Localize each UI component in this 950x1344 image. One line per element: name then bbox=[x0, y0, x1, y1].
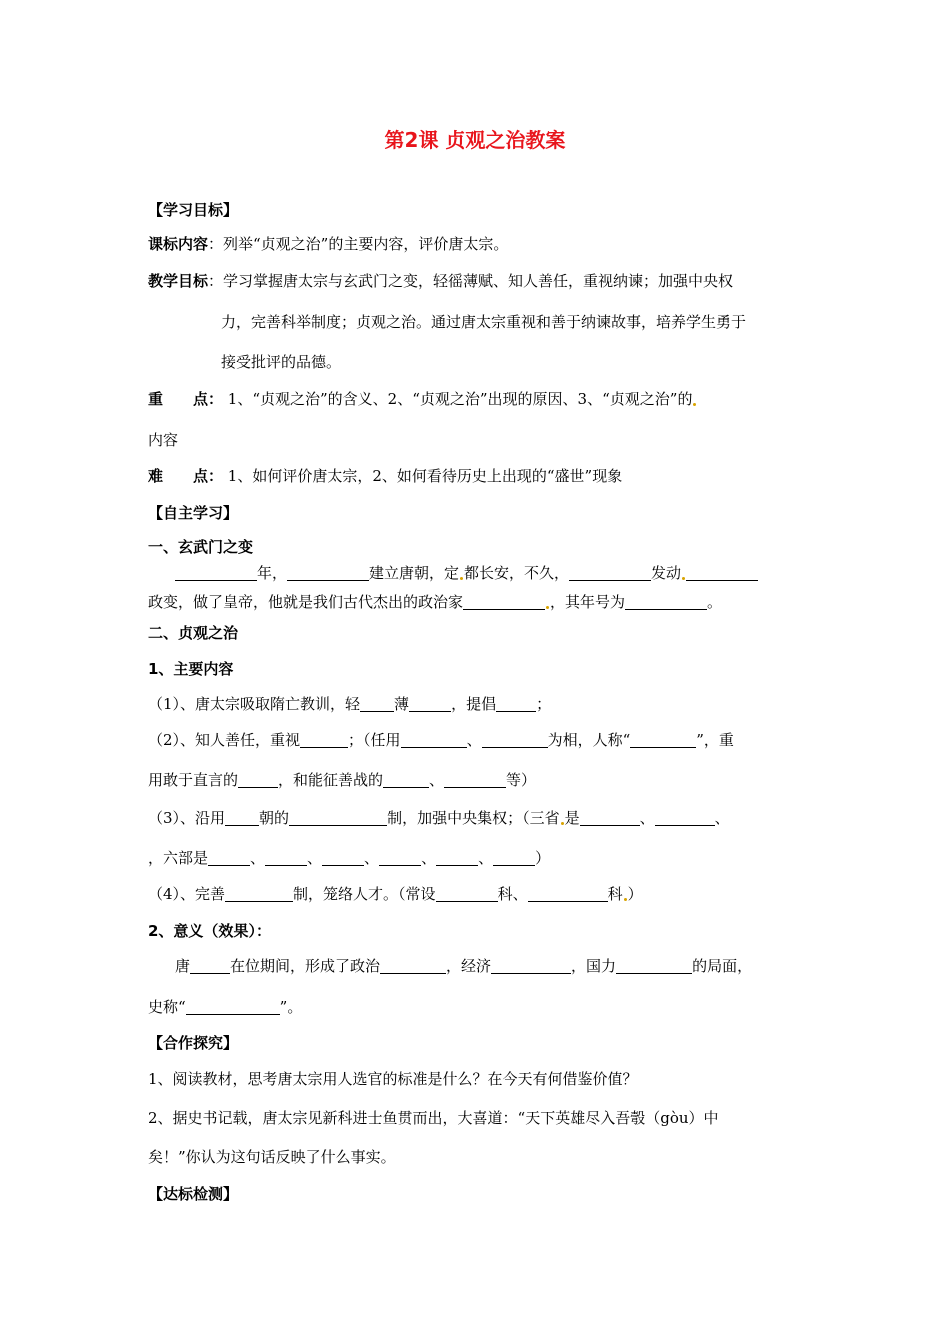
page-title: 第2课 贞观之治教案 bbox=[384, 128, 566, 152]
text-segment: ，六部是 bbox=[148, 849, 209, 867]
text-segment: （2）、知人善任，重视 bbox=[148, 731, 301, 749]
text-segment: 在位期间，形成了政治 bbox=[230, 957, 381, 975]
part2-sub1-heading: 1、主要内容 bbox=[148, 660, 234, 678]
teaching-goal-text1: ：学习掌握唐太宗与玄武门之变，轻徭薄赋、知人善任，重视纳谏；加强中央权 bbox=[208, 272, 734, 290]
text-segment: ，和能征善战的 bbox=[278, 771, 384, 789]
curriculum-line bbox=[148, 233, 508, 255]
text-segment: 、 bbox=[307, 849, 323, 867]
difficult-points-text: 1、如何评价唐太宗，2、如何看待历史上出现的“盛世”现象 bbox=[227, 467, 623, 485]
text-segment: 制，加强中央集权；（三省 bbox=[387, 809, 560, 827]
text-segment: 用敢于直言的 bbox=[148, 771, 239, 789]
text-segment: 年， bbox=[257, 564, 288, 582]
meaning-line1 bbox=[175, 955, 752, 977]
text-segment: ，国力 bbox=[571, 957, 617, 975]
fill-blank[interactable] bbox=[322, 849, 364, 866]
text-segment: 、 bbox=[421, 849, 437, 867]
text-segment: 的局面， bbox=[692, 957, 753, 975]
text-segment: ，提倡 bbox=[451, 695, 497, 713]
fill-blank[interactable] bbox=[630, 731, 696, 748]
fill-blank[interactable] bbox=[436, 849, 478, 866]
marker-dot bbox=[561, 822, 564, 825]
item3-line2 bbox=[148, 847, 550, 869]
difficult-points-label: 难 点： bbox=[148, 467, 224, 485]
fill-blank[interactable] bbox=[491, 957, 571, 974]
part1-line1 bbox=[175, 562, 758, 584]
text-segment: ”。 bbox=[279, 998, 303, 1016]
fill-blank[interactable] bbox=[493, 849, 535, 866]
fill-blank[interactable] bbox=[225, 809, 259, 826]
text-segment: 发动 bbox=[651, 564, 682, 582]
item3-line1 bbox=[148, 807, 730, 829]
text-segment: 、 bbox=[639, 809, 655, 827]
text-segment: ”，重 bbox=[696, 731, 734, 749]
fill-blank[interactable] bbox=[625, 593, 707, 610]
text-segment: 唐 bbox=[175, 957, 191, 975]
question-2-cont: 矣！”你认为这句话反映了什么事实。 bbox=[148, 1148, 396, 1166]
text-segment: ，经济 bbox=[446, 957, 492, 975]
text-segment: ） bbox=[535, 849, 551, 867]
text-segment: 。 bbox=[707, 593, 723, 611]
section-objectives-heading: 【学习目标】 bbox=[148, 201, 239, 219]
text-segment: 朝的 bbox=[259, 809, 290, 827]
curriculum-label: 课标内容 bbox=[148, 235, 209, 253]
text-segment: 、 bbox=[466, 731, 482, 749]
key-points-text2: 内容 bbox=[148, 431, 179, 449]
marker-dot bbox=[693, 403, 696, 406]
section-test-heading: 【达标检测】 bbox=[148, 1185, 239, 1203]
part2-heading: 二、贞观之治 bbox=[148, 624, 239, 642]
fill-blank[interactable] bbox=[380, 957, 446, 974]
part2-sub2-heading: 2、意义（效果）： bbox=[148, 922, 271, 940]
text-segment: ，其年号为 bbox=[550, 593, 626, 611]
section-cooperation-label: 【合作探究】 bbox=[148, 1034, 239, 1052]
item1-line bbox=[148, 693, 551, 715]
fill-blank[interactable] bbox=[238, 771, 278, 788]
text-segment: 、 bbox=[429, 771, 445, 789]
section-self-study-heading: 【自主学习】 bbox=[148, 504, 239, 522]
meaning-line2 bbox=[148, 996, 302, 1018]
text-segment: 制，笼络人才。（常设 bbox=[293, 885, 436, 903]
item2-line2 bbox=[148, 769, 536, 791]
text-segment: 、 bbox=[364, 849, 380, 867]
fill-blank[interactable] bbox=[289, 809, 387, 826]
text-segment: 、 bbox=[250, 849, 266, 867]
question-1: 1、阅读教材，思考唐太宗用人选官的标准是什么？在今天有何借鉴价值？ bbox=[148, 1070, 638, 1088]
fill-blank[interactable] bbox=[401, 731, 467, 748]
fill-blank[interactable] bbox=[175, 564, 257, 581]
fill-blank[interactable] bbox=[208, 849, 250, 866]
marker-dot bbox=[460, 577, 463, 580]
key-points-label: 重 点： bbox=[148, 390, 224, 408]
fill-blank[interactable] bbox=[190, 957, 230, 974]
fill-blank[interactable] bbox=[379, 849, 421, 866]
fill-blank[interactable] bbox=[186, 998, 280, 1015]
text-segment: 科、 bbox=[497, 885, 528, 903]
fill-blank[interactable] bbox=[686, 564, 758, 581]
fill-blank[interactable] bbox=[436, 885, 498, 902]
text-segment: （3）、沿用 bbox=[148, 809, 226, 827]
fill-blank[interactable] bbox=[444, 771, 506, 788]
text-segment: （1）、唐太宗吸取隋亡教训，轻 bbox=[148, 695, 361, 713]
curriculum-text: ：列举“贞观之治”的主要内容，评价唐太宗。 bbox=[208, 235, 509, 253]
text-segment: 等） bbox=[506, 771, 537, 789]
teaching-goal-label: 教学目标 bbox=[148, 272, 209, 290]
text-segment: 建立唐朝，定 bbox=[369, 564, 460, 582]
item4-line bbox=[148, 883, 643, 905]
key-points-text: 1、“贞观之治”的含义、2、“贞观之治”出现的原因、3、“贞观之治”的 bbox=[227, 390, 693, 408]
text-segment: 是 bbox=[564, 809, 580, 827]
fill-blank[interactable] bbox=[496, 695, 536, 712]
text-segment: 科 bbox=[607, 885, 623, 903]
key-points-line bbox=[148, 388, 697, 410]
fill-blank[interactable] bbox=[616, 957, 692, 974]
teaching-goal-text3: 接受批评的品德。 bbox=[221, 353, 342, 371]
marker-dot bbox=[624, 898, 627, 901]
fill-blank[interactable] bbox=[300, 731, 348, 748]
text-segment: 都长安，不久， bbox=[464, 564, 570, 582]
marker-dot bbox=[682, 577, 685, 580]
teaching-goal-line1 bbox=[148, 270, 733, 292]
text-segment: 、 bbox=[714, 809, 730, 827]
section-cooperation-heading bbox=[148, 1032, 238, 1054]
text-segment: ；（任用 bbox=[348, 731, 401, 749]
part1-line2 bbox=[148, 591, 722, 613]
part1-heading: 一、玄武门之变 bbox=[148, 538, 254, 556]
difficult-points-line bbox=[148, 465, 622, 487]
text-segment: （4）、完善 bbox=[148, 885, 226, 903]
fill-blank[interactable] bbox=[225, 885, 293, 902]
fill-blank[interactable] bbox=[287, 564, 369, 581]
question-2: 2、据史书记载，唐太宗见新科进士鱼贯而出，大喜道：“天下英雄尽入吾彀（gòu）中 bbox=[148, 1109, 719, 1127]
marker-dot bbox=[546, 606, 549, 609]
fill-blank[interactable] bbox=[360, 695, 394, 712]
fill-blank[interactable] bbox=[528, 885, 608, 902]
fill-blank[interactable] bbox=[569, 564, 651, 581]
text-segment: 政变，做了皇帝，他就是我们古代杰出的政治家 bbox=[148, 593, 464, 611]
fill-blank[interactable] bbox=[580, 809, 640, 826]
item2-line1 bbox=[148, 729, 734, 751]
text-segment: ） bbox=[627, 885, 643, 903]
text-segment: 为相，人称“ bbox=[547, 731, 631, 749]
fill-blank[interactable] bbox=[383, 771, 429, 788]
text-segment: 薄 bbox=[394, 695, 410, 713]
text-segment: 、 bbox=[478, 849, 494, 867]
text-segment: 史称“ bbox=[148, 998, 186, 1016]
fill-blank[interactable] bbox=[655, 809, 715, 826]
teaching-goal-text2: 力，完善科举制度；贞观之治。通过唐太宗重视和善于纳谏故事，培养学生勇于 bbox=[221, 313, 747, 331]
fill-blank[interactable] bbox=[265, 849, 307, 866]
fill-blank[interactable] bbox=[409, 695, 451, 712]
fill-blank[interactable] bbox=[463, 593, 545, 610]
text-segment: ； bbox=[536, 695, 552, 713]
fill-blank[interactable] bbox=[482, 731, 548, 748]
